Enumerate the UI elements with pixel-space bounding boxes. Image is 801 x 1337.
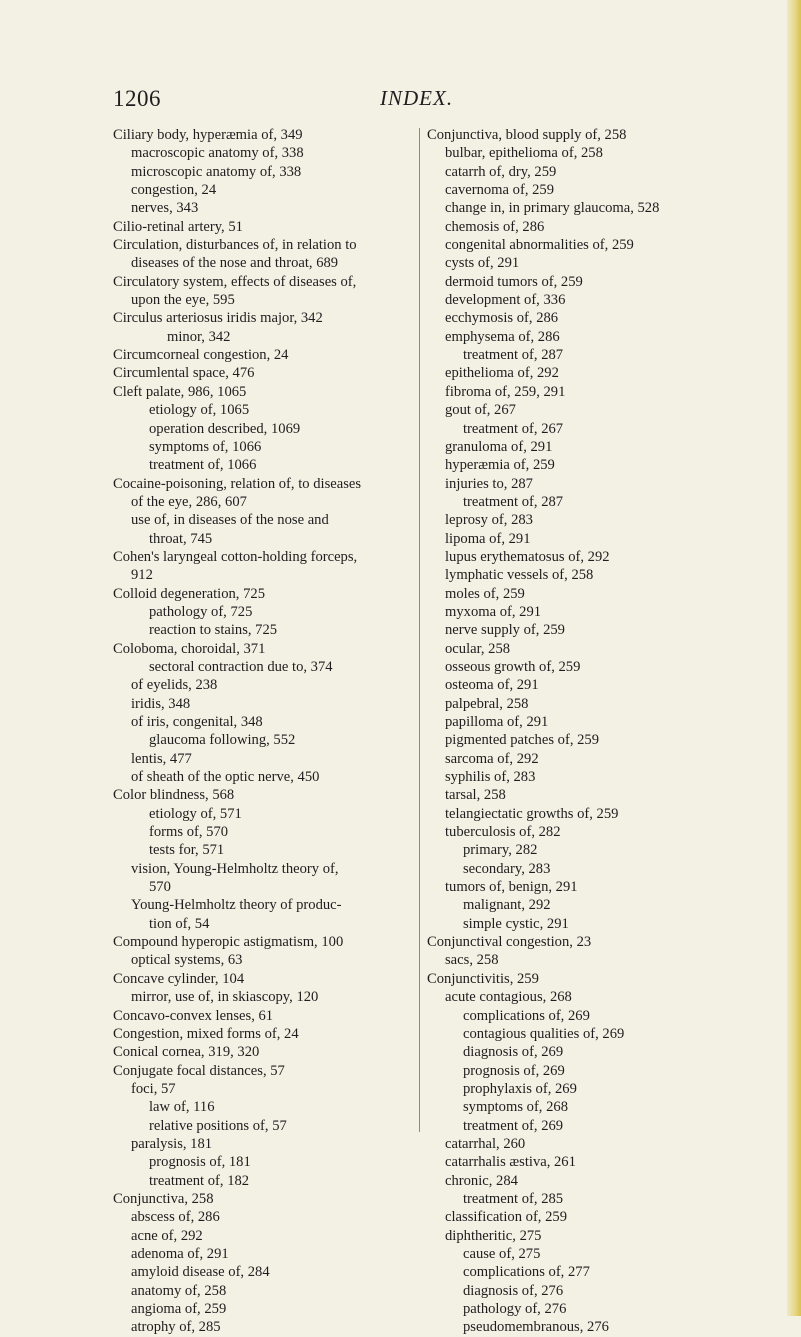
index-entry: injuries to, 287 [445,475,533,492]
index-entry: congenital abnormalities of, 259 [445,237,634,254]
index-entry: lentis, 477 [131,750,192,767]
index-entry: Color blindness, 568 [113,787,235,804]
index-entry: mirror, use of, in skiascopy, 120 [131,989,319,1006]
index-entry: abscess of, 286 [131,1209,220,1226]
index-entry: ocular, 258 [445,640,511,657]
index-entry: complications of, 277 [463,1264,590,1281]
index-entry: cause of, 275 [463,1245,541,1262]
running-head: INDEX. [380,86,454,110]
index-entry: of sheath of the optic nerve, 450 [131,769,320,786]
index-entry: Concave cylinder, 104 [113,970,245,987]
index-entry: anatomy of, 258 [131,1282,227,1299]
index-entry: treatment of, 267 [463,420,564,437]
index-entry: Colloid degeneration, 725 [113,585,265,602]
index-entry: treatment of, 269 [463,1117,564,1134]
index-entry: macroscopic anatomy of, 338 [131,145,304,162]
index-column-left [113,126,413,1337]
index-entry: optical systems, 63 [131,952,243,969]
index-entry: Concavo-convex lenses, 61 [113,1007,274,1024]
index-entry: adenoma of, 291 [131,1245,229,1262]
index-entry: tuberculosis of, 282 [445,824,561,841]
index-entry: treatment of, 287 [463,493,564,510]
index-entry: gout of, 267 [445,402,516,419]
index-entry: Conjugate focal distances, 57 [113,1062,285,1079]
index-entry: relative positions of, 57 [149,1117,287,1134]
index-entry: etiology of, 571 [149,805,242,822]
index-entry: treatment of, 285 [463,1190,564,1207]
index-entry: bulbar, epithelioma of, 258 [445,145,603,162]
index-entry: Conical cornea, 319, 320 [113,1044,260,1061]
index-entry: leprosy of, 283 [445,512,533,529]
index-entry: Conjunctiva, blood supply of, 258 [427,127,627,143]
index-entry: Circumcorneal congestion, 24 [113,347,289,364]
index-entry: diagnosis of, 276 [463,1282,564,1299]
index-entry: sarcoma of, 292 [445,750,539,767]
index-entry: of iris, congenital, 348 [131,714,263,730]
index-entry: sacs, 258 [445,952,499,969]
index-entry: osteoma of, 291 [445,677,539,694]
index-entry: Conjunctival congestion, 23 [427,934,592,951]
index-entry: development of, 336 [445,292,566,309]
index-entry: acne of, 292 [131,1227,203,1244]
index-entry: chronic, 284 [445,1172,518,1189]
index-entry: treatment of, 1066 [149,457,257,474]
index-entry: of eyelids, 238 [131,677,218,694]
index-entry: prognosis of, 181 [149,1154,251,1171]
index-entry: catarrhalis æstiva, 261 [445,1154,576,1171]
index-entry: vision, Young-Helmholtz theory of, [131,860,339,877]
index-entry: epithelioma of, 292 [445,365,559,382]
index-entry: angioma of, 259 [131,1301,227,1317]
index-entry: treatment of, 182 [149,1172,250,1189]
index-entry: contagious qualities of, 269 [463,1025,625,1042]
index-entry: primary, 282 [463,842,538,859]
index-entry: acute contagious, 268 [445,989,572,1006]
index-entry: chemosis of, 286 [445,218,545,235]
index-entry: use of, in diseases of the nose and [131,512,329,529]
index-entry: syphilis of, 283 [445,769,536,786]
index-entry: complications of, 269 [463,1007,590,1024]
index-entry: glaucoma following, 552 [149,732,296,749]
index-entry: Conjunctivitis, 259 [427,970,539,987]
page-edge [787,0,801,1316]
index-entry: papilloma of, 291 [445,714,549,730]
index-entry: prognosis of, 269 [463,1062,565,1079]
index-entry: throat, 745 [149,530,213,547]
index-entry: Cleft palate, 986, 1065 [113,383,247,400]
index-entry: iridis, 348 [131,695,191,712]
index-entry: Conjunctiva, 258 [113,1190,214,1207]
index-entry: dermoid tumors of, 259 [445,273,583,290]
index-entry: classification of, 259 [445,1209,567,1226]
index-entry: etiology of, 1065 [149,402,250,419]
index-entry: symptoms of, 1066 [149,438,262,455]
column-divider [419,128,420,1132]
index-entry: ecchymosis of, 286 [445,310,559,327]
index-entry: Ciliary body, hyperæmia of, 349 [113,127,303,143]
index-entry: minor, 342 [167,328,231,345]
index-entry: tests for, 571 [149,842,225,859]
index-entry: diphtheritic, 275 [445,1227,542,1244]
index-entry: moles of, 259 [445,585,525,602]
page-number: 1206 [113,86,161,111]
index-entry: granuloma of, 291 [445,438,553,455]
index-entry: diagnosis of, 269 [463,1044,564,1061]
index-entry: cysts of, 291 [445,255,520,272]
index-entry: operation described, 1069 [149,420,301,437]
index-entry: pseudomembranous, 276 [463,1319,609,1336]
index-entry: Compound hyperopic astigmatism, 100 [113,934,344,951]
index-entry: symptoms of, 268 [463,1099,568,1116]
index-entry: sectoral contraction due to, 374 [149,658,333,675]
index-entry: simple cystic, 291 [463,915,569,932]
index-entry: malignant, 292 [463,897,551,914]
index-entry: amyloid disease of, 284 [131,1264,270,1281]
index-entry: hyperæmia of, 259 [445,457,555,474]
index-entry: microscopic anatomy of, 338 [131,163,302,180]
index-entry: Cocaine-poisoning, relation of, to diseases [113,475,362,492]
index-entry: tarsal, 258 [445,787,506,804]
index-entry: Circumlental space, 476 [113,365,255,382]
index-entry: tumors of, benign, 291 [445,879,578,896]
index-entry: prophylaxis of, 269 [463,1080,577,1097]
index-entry: telangiectatic growths of, 259 [445,805,619,822]
index-entry: diseases of the nose and throat, 689 [131,255,339,272]
index-entry: pathology of, 276 [463,1301,567,1317]
index-entry: Cohen's laryngeal cotton-holding forceps, [113,548,358,565]
index-entry: Coloboma, choroidal, 371 [113,640,266,657]
index-entry: tion of, 54 [149,915,210,932]
index-entry: foci, 57 [131,1080,176,1097]
index-entry: emphysema of, 286 [445,328,560,345]
index-entry: lupus erythematosus of, 292 [445,548,610,565]
index-entry: upon the eye, 595 [131,292,235,309]
index-entry: reaction to stains, 725 [149,622,278,639]
index-entry: atrophy of, 285 [131,1319,221,1336]
index-entry: 570 [149,879,171,896]
index-entry: osseous growth of, 259 [445,658,581,675]
index-entry: pigmented patches of, 259 [445,732,600,749]
index-entry: Cilio-retinal artery, 51 [113,218,243,235]
index-entry: nerve supply of, 259 [445,622,565,639]
index-entry: forms of, 570 [149,824,229,841]
index-entry: catarrh of, dry, 259 [445,163,557,180]
index-entry: Circulatory system, effects of diseases of, [113,273,357,290]
index-entry: change in, in primary glaucoma, 528 [445,200,660,217]
index-entry: fibroma of, 259, 291 [445,383,566,400]
index-entry: Young-Helmholtz theory of produc- [131,897,342,914]
index-entry: congestion, 24 [131,182,217,199]
index-entry: lipoma of, 291 [445,530,531,547]
index-entry: secondary, 283 [463,860,551,877]
index-entry: of the eye, 286, 607 [131,493,247,510]
index-entry: catarrhal, 260 [445,1135,526,1152]
index-entry: Congestion, mixed forms of, 24 [113,1025,299,1042]
index-entry: palpebral, 258 [445,695,529,712]
index-entry: Circulus arteriosus iridis major, 342 [113,310,323,327]
index-entry: 912 [131,567,153,584]
index-entry: treatment of, 287 [463,347,564,364]
index-entry: nerves, 343 [131,200,199,217]
index-entry: lymphatic vessels of, 258 [445,567,594,584]
index-entry: cavernoma of, 259 [445,182,555,199]
index-entry: myxoma of, 291 [445,603,542,620]
index-column-right [427,126,757,1337]
index-entry: pathology of, 725 [149,603,253,620]
index-entry: Circulation, disturbances of, in relation to [113,237,357,254]
index-entry: law of, 116 [149,1099,215,1116]
index-entry: paralysis, 181 [131,1135,213,1152]
